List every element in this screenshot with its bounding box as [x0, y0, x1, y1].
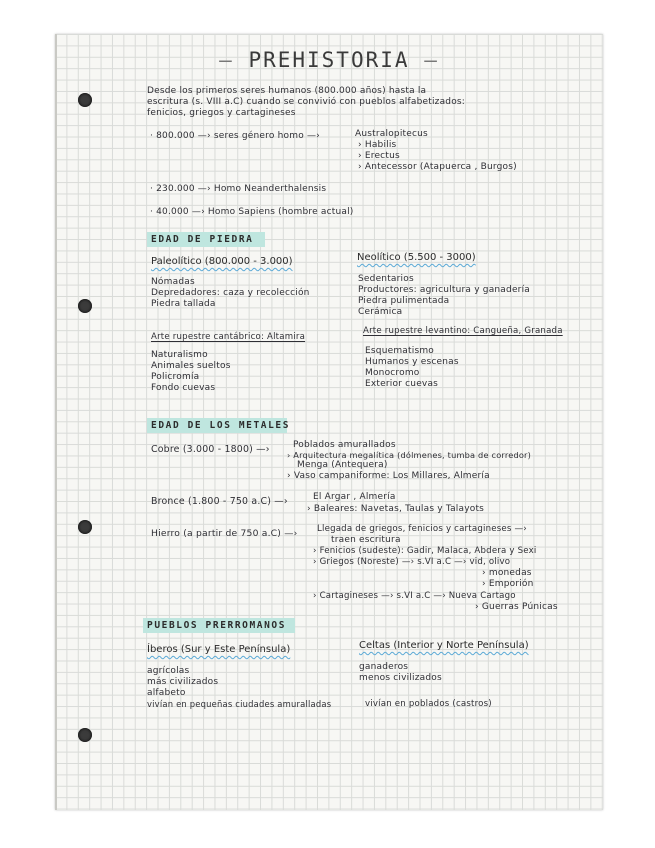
neolitico-title: Neolítico (5.500 - 3000) — [357, 252, 476, 263]
arte-cantabrico-item: Animales sueltos — [151, 361, 231, 371]
homo-species: › Antecessor (Atapuerca , Burgos) — [358, 162, 517, 172]
bronce-label: Bronce (1.800 - 750 a.C) —› — [151, 496, 288, 507]
arte-cantabrico-title: Arte rupestre cantábrico: Altamira — [151, 332, 306, 342]
notebook-page — [55, 34, 603, 810]
paleolitico-item: Nómadas — [151, 277, 195, 287]
neolitico-item: Sedentarios — [358, 274, 414, 284]
hierro-item: › monedas — [482, 568, 532, 578]
arte-levantino-item: Exterior cuevas — [365, 379, 439, 389]
punch-hole-icon — [78, 728, 92, 742]
cobre-item: › Arquitectura megalítica (dólmenes, tumba de corredor) — [287, 450, 532, 460]
arte-levantino-item: Humanos y escenas — [365, 357, 459, 367]
homo-species: › Erectus — [358, 151, 400, 161]
section-heading-pueblos: PUEBLOS PRERROMANOS — [147, 620, 287, 631]
arte-levantino-item: Esquematismo — [365, 346, 435, 356]
intro-line: escritura (s. VIII a.C) cuando se convivió con pueblos alfabetizados: — [147, 97, 466, 107]
arte-cantabrico-item: Policromía — [151, 372, 200, 382]
arte-cantabrico-item: Fondo cuevas — [151, 383, 216, 393]
punch-hole-icon — [78, 299, 92, 313]
arte-levantino-item: Monocromo — [365, 368, 420, 378]
neolitico-item: Productores: agricultura y ganadería — [358, 285, 530, 295]
hierro-item: › Guerras Púnicas — [475, 602, 558, 612]
celtas-item: menos civilizados — [359, 673, 442, 683]
neolitico-item: Cerámica — [358, 307, 403, 317]
iberos-item: vivían en pequeñas ciudades amuralladas — [147, 699, 332, 709]
iberos-item: agrícolas — [147, 666, 190, 676]
neolitico-item: Piedra pulimentada — [358, 296, 450, 306]
cobre-item: › Vaso campaniforme: Los Millares, Almería — [287, 471, 490, 481]
timeline-800: · 800.000 —› seres género homo —› — [150, 131, 320, 141]
iberos-title — [147, 644, 290, 655]
celtas-title-text: Celtas (Interior y Norte Península) — [359, 640, 529, 651]
homo-species: Australopitecus — [355, 129, 428, 139]
title-dash-right-icon: — — [424, 48, 439, 72]
paleolitico-item: Depredadores: caza y recolección — [151, 288, 310, 298]
celtas-item: vivían en poblados (castros) — [365, 699, 492, 709]
cobre-label: Cobre (3.000 - 1800) —› — [151, 444, 270, 455]
page-title — [55, 48, 603, 72]
hierro-item: › Fenicios (sudeste): Gadir, Malaca, Abdera y Sexi — [313, 546, 537, 556]
title-dash-left-icon: — — [219, 48, 234, 72]
section-heading-piedra: EDAD DE PIEDRA — [151, 234, 254, 245]
arte-cantabrico-item: Naturalismo — [151, 350, 208, 360]
iberos-title-text: Íberos (Sur y Este Península) — [147, 644, 291, 655]
bronce-item: El Argar , Almería — [313, 492, 396, 502]
title-text: PREHISTORIA — [248, 48, 410, 72]
timeline-40: · 40.000 —› Homo Sapiens (hombre actual) — [150, 207, 354, 217]
punch-hole-icon — [78, 520, 92, 534]
intro-line: fenicios, griegos y cartagineses — [147, 108, 296, 118]
cobre-item: Poblados amurallados — [293, 440, 396, 450]
hierro-item: Llegada de griegos, fenicios y cartagineses —› — [317, 524, 527, 534]
iberos-item: más civilizados — [147, 677, 219, 687]
punch-hole-icon — [78, 93, 92, 107]
celtas-title — [359, 640, 529, 651]
section-heading-metales: EDAD DE LOS METALES — [151, 420, 291, 431]
hierro-item: › Cartagineses —› s.VI a.C —› Nueva Cartago — [313, 591, 516, 601]
hierro-label: Hierro (a partir de 750 a.C) —› — [151, 528, 298, 539]
arte-levantino-title: Arte rupestre levantino: Cangueña, Granada — [363, 326, 563, 336]
paleolitico-item: Piedra tallada — [151, 299, 216, 309]
cobre-item: Menga (Antequera) — [297, 460, 388, 470]
homo-species: › Habilis — [358, 140, 397, 150]
paleolitico-title: Paleolítico (800.000 - 3.000) — [151, 256, 293, 267]
hierro-item: traen escritura — [331, 535, 401, 545]
timeline-230: · 230.000 —› Homo Neanderthalensis — [150, 184, 327, 194]
iberos-item: alfabeto — [147, 688, 186, 698]
bronce-item: › Baleares: Navetas, Taulas y Talayots — [307, 504, 485, 514]
hierro-item: › Griegos (Noreste) —› s.VI a.C —› vid, olivo — [313, 557, 511, 567]
intro-line: Desde los primeros seres humanos (800.000 años) hasta la — [147, 86, 427, 96]
page-edge — [55, 34, 57, 810]
celtas-item: ganaderos — [359, 662, 409, 672]
hierro-item: › Emporión — [482, 579, 534, 589]
